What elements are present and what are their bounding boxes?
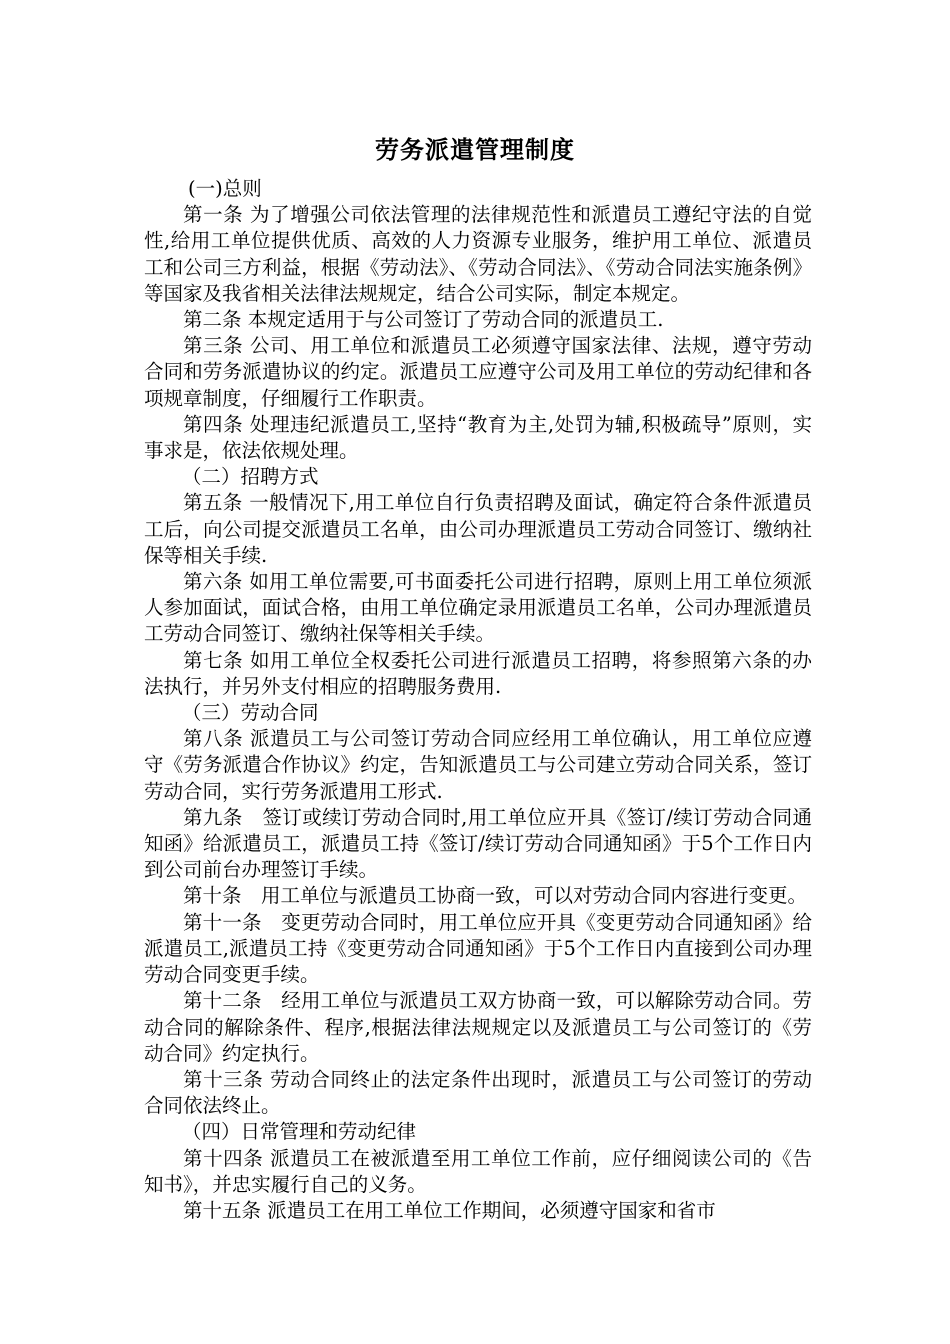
section-heading: （二）招聘方式 [182, 465, 319, 489]
section-heading: （三）劳动合同 [182, 701, 319, 725]
article-paragraph: 第五条 一般情况下,用工单位自行负责招聘及面试，确定符合条件派遣员工后，向公司提交派遣员工名单，由公司办理派遣员工劳动合同签订、缴纳社保等相关手续. [144, 491, 812, 567]
article-paragraph: 第十条 用工单位与派遣员工协商一致，可以对劳动合同内容进行变更。 [183, 884, 808, 908]
article-paragraph: 第十二条 经用工单位与派遣员工双方协商一致，可以解除劳动合同。劳动合同的解除条件、程序,根据法律法规规定以及派遣员工与公司签订的《劳动合同》约定执行。 [144, 989, 812, 1065]
article-paragraph: 第六条 如用工单位需要,可书面委托公司进行招聘，原则上用工单位须派人参加面试，面试合格，由用工单位确定录用派遣员工名单，公司办理派遣员工劳动合同签订、缴纳社保等相关手续。 [144, 570, 812, 646]
section-heading: （四）日常管理和劳动纪律 [182, 1120, 417, 1144]
article-paragraph: 第十一条 变更劳动合同时，用工单位应开具《变更劳动合同通知函》给派遣员工,派遣员工持《变更劳动合同通知函》于5个工作日内直接到公司办理劳动合同变更手续。 [144, 910, 812, 987]
article-paragraph: 第七条 如用工单位全权委托公司进行派遣员工招聘，将参照第六条的办法执行，并另外支付相应的招聘服务费用. [144, 648, 812, 698]
article-paragraph: 第九条 签订或续订劳动合同时,用工单位应开具《签订/续订劳动合同通知函》给派遣员工，派遣员工持《签订/续订劳动合同通知函》于5个工作日内到公司前台办理签订手续。 [144, 805, 812, 882]
article-paragraph: 第十四条 派遣员工在被派遣至用工单位工作前，应仔细阅读公司的《告知书》，并忠实履行自己的义务。 [144, 1146, 812, 1196]
article-paragraph: 第十五条 派遣员工在用工单位工作期间，必须遵守国家和省市 [183, 1198, 716, 1222]
article-paragraph: 第一条 为了增强公司依法管理的法律规范性和派遣员工遵纪守法的自觉性,给用工单位提供优质、高效的人力资源专业服务，维护用工单位、派遣员工和公司三方利益，根据《劳动法》、《劳动合同法》、《劳动合同法实施条例》等国家及我省相关法律法规规定，结合公司实际，制定本规定。 [144, 203, 812, 305]
article-paragraph: 第八条 派遣员工与公司签订劳动合同应经用工单位确认，用工单位应遵守《劳务派遣合作协议》约定，告知派遣员工与公司建立劳动合同关系，签订劳动合同，实行劳务派遣用工形式. [144, 727, 812, 803]
article-paragraph: 第十三条 劳动合同终止的法定条件出现时，派遣员工与公司签订的劳动合同依法终止。 [144, 1067, 812, 1118]
document-body [144, 176, 812, 1224]
section-heading: (一)总则 [188, 177, 262, 200]
article-paragraph: 第二条 本规定适用于与公司签订了劳动合同的派遣员工. [183, 308, 664, 332]
document-title: 劳务派遣管理制度 [375, 135, 575, 164]
article-paragraph: 第四条 处理违纪派遣员工,坚持“教育为主,处罚为辅,积极疏导”原则，实事求是，依法依规处理。 [144, 412, 812, 463]
article-paragraph: 第三条 公司、用工单位和派遣员工必须遵守国家法律、法规，遵守劳动合同和劳务派遣协议的约定。派遣员工应遵守公司及用工单位的劳动纪律和各项规章制度，仔细履行工作职责。 [144, 334, 812, 410]
